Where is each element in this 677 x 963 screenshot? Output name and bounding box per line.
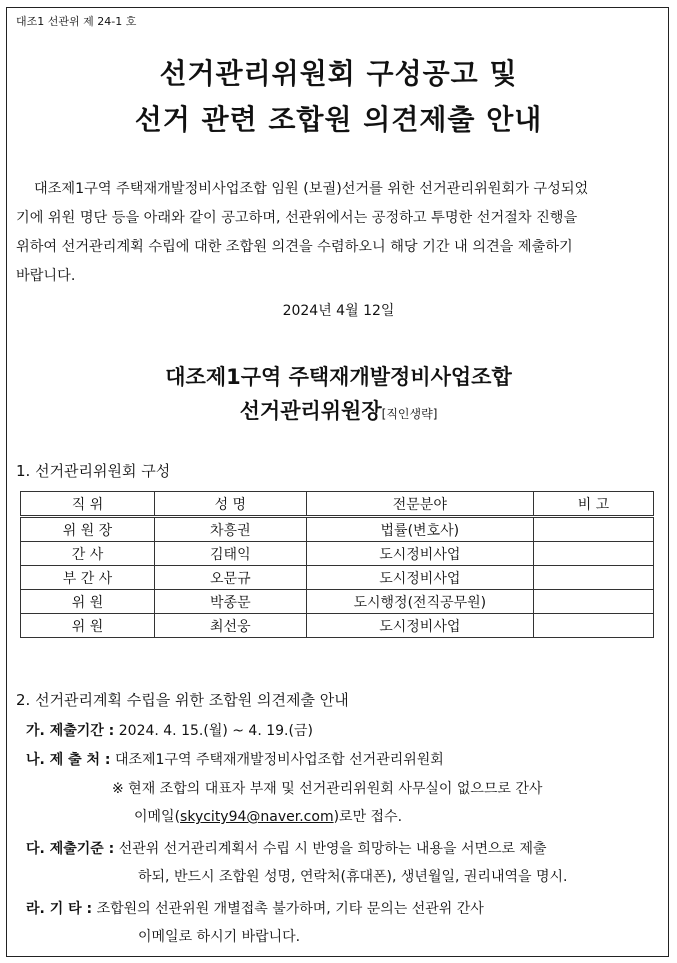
item-a-value: 2024. 4. 15.(월) ~ 4. 19.(금) bbox=[118, 723, 313, 739]
cell-name: 차흥권 bbox=[154, 517, 306, 542]
title-line-1: 선거관리위원회 구성공고 및 bbox=[159, 57, 518, 90]
issuer-title: 선거관리위원장 bbox=[239, 399, 382, 423]
intro-line-2: 기에 위원 명단 등을 아래와 같이 공고하며, 선관위에서는 공정하고 투명한 선거절차 진행을 bbox=[16, 210, 578, 226]
item-c-value-2: 하되, 반드시 조합원 성명, 연락처(휴대폰), 생년월일, 권리내역을 명시. bbox=[138, 869, 568, 885]
table-row bbox=[21, 542, 654, 566]
col-header-field: 전문분야 bbox=[306, 492, 533, 517]
cell-position: 위 원 bbox=[21, 590, 155, 614]
col-header-note: 비 고 bbox=[533, 492, 653, 517]
cell-note bbox=[533, 590, 653, 614]
cell-field: 도시정비사업 bbox=[306, 542, 533, 566]
item-b-note-line-2 bbox=[134, 806, 402, 826]
item-b-key: 나. 제 출 처 : bbox=[26, 752, 111, 768]
intro-line-3: 위하여 선거관리계획 수립에 대한 조합원 의견을 수렴하오니 해당 기간 내 의견을 제출하기 bbox=[16, 239, 573, 255]
section-1-heading: 1. 선거관리위원회 구성 bbox=[16, 462, 171, 480]
email-prefix: 이메일( bbox=[134, 809, 181, 825]
item-c-value-1: 선관위 선거관리계획서 수립 시 반영을 희망하는 내용을 서면으로 제출 bbox=[118, 841, 547, 857]
committee-table bbox=[20, 491, 654, 638]
contact-email-link[interactable]: skycity94@naver.com bbox=[180, 809, 334, 825]
table-row bbox=[21, 614, 654, 638]
issuer-org: 대조제1구역 주택재개발정비사업조합 bbox=[165, 365, 512, 389]
email-suffix: )로만 접수. bbox=[333, 809, 403, 825]
cell-field: 법률(변호사) bbox=[306, 517, 533, 542]
item-a-key: 가. 제출기간 : bbox=[26, 723, 115, 739]
item-submission-criteria bbox=[26, 838, 547, 858]
table-row bbox=[21, 517, 654, 542]
item-others bbox=[26, 898, 484, 918]
cell-note bbox=[533, 542, 653, 566]
table-header-row bbox=[21, 492, 654, 517]
cell-name: 박종문 bbox=[154, 590, 306, 614]
section-2-heading: 2. 선거관리계획 수립을 위한 조합원 의견제출 안내 bbox=[16, 691, 349, 709]
cell-field: 도시행정(전직공무원) bbox=[306, 590, 533, 614]
cell-name: 오문규 bbox=[154, 566, 306, 590]
item-d-value-1: 조합원의 선관위원 개별접촉 불가하며, 기타 문의는 선관위 간사 bbox=[96, 901, 484, 917]
cell-note bbox=[533, 517, 653, 542]
item-b-note-line-1: ※ 현재 조합의 대표자 부재 및 선거관리위원회 사무실이 없으므로 간사 bbox=[112, 781, 543, 797]
issuer-signature bbox=[0, 395, 677, 425]
intro-line-1: 대조제1구역 주택재개발정비사업조합 임원 (보궐)선거를 위한 선거관리위원회가 구성되었 bbox=[34, 181, 589, 197]
item-b-value: 대조제1구역 주택재개발정비사업조합 선거관리위원회 bbox=[114, 752, 444, 768]
intro-paragraph bbox=[16, 175, 666, 291]
cell-name: 최선웅 bbox=[154, 614, 306, 638]
cell-position: 위 원 장 bbox=[21, 517, 155, 542]
cell-position: 위 원 bbox=[21, 614, 155, 638]
col-header-name: 성 명 bbox=[154, 492, 306, 517]
cell-note bbox=[533, 566, 653, 590]
table-row bbox=[21, 566, 654, 590]
cell-position: 간 사 bbox=[21, 542, 155, 566]
item-d-value-2: 이메일로 하시기 바랍니다. bbox=[138, 929, 301, 945]
cell-position: 부 간 사 bbox=[21, 566, 155, 590]
col-header-position: 직 위 bbox=[21, 492, 155, 517]
document-number: 대조1 선관위 제 24-1 호 bbox=[16, 15, 137, 28]
notice-date: 2024년 4월 12일 bbox=[282, 303, 395, 319]
title-line-2: 선거 관련 조합원 의견제출 안내 bbox=[134, 103, 543, 136]
intro-line-4: 바랍니다. bbox=[16, 268, 76, 284]
cell-name: 김태익 bbox=[154, 542, 306, 566]
cell-note bbox=[533, 614, 653, 638]
item-submit-to bbox=[26, 749, 444, 769]
seal-omitted-note: [직인생략] bbox=[381, 407, 438, 421]
item-submission-period bbox=[26, 720, 313, 740]
item-c-key: 다. 제출기준 : bbox=[26, 841, 115, 857]
cell-field: 도시정비사업 bbox=[306, 566, 533, 590]
table-row bbox=[21, 590, 654, 614]
item-d-key: 라. 기 타 : bbox=[26, 901, 93, 917]
cell-field: 도시정비사업 bbox=[306, 614, 533, 638]
